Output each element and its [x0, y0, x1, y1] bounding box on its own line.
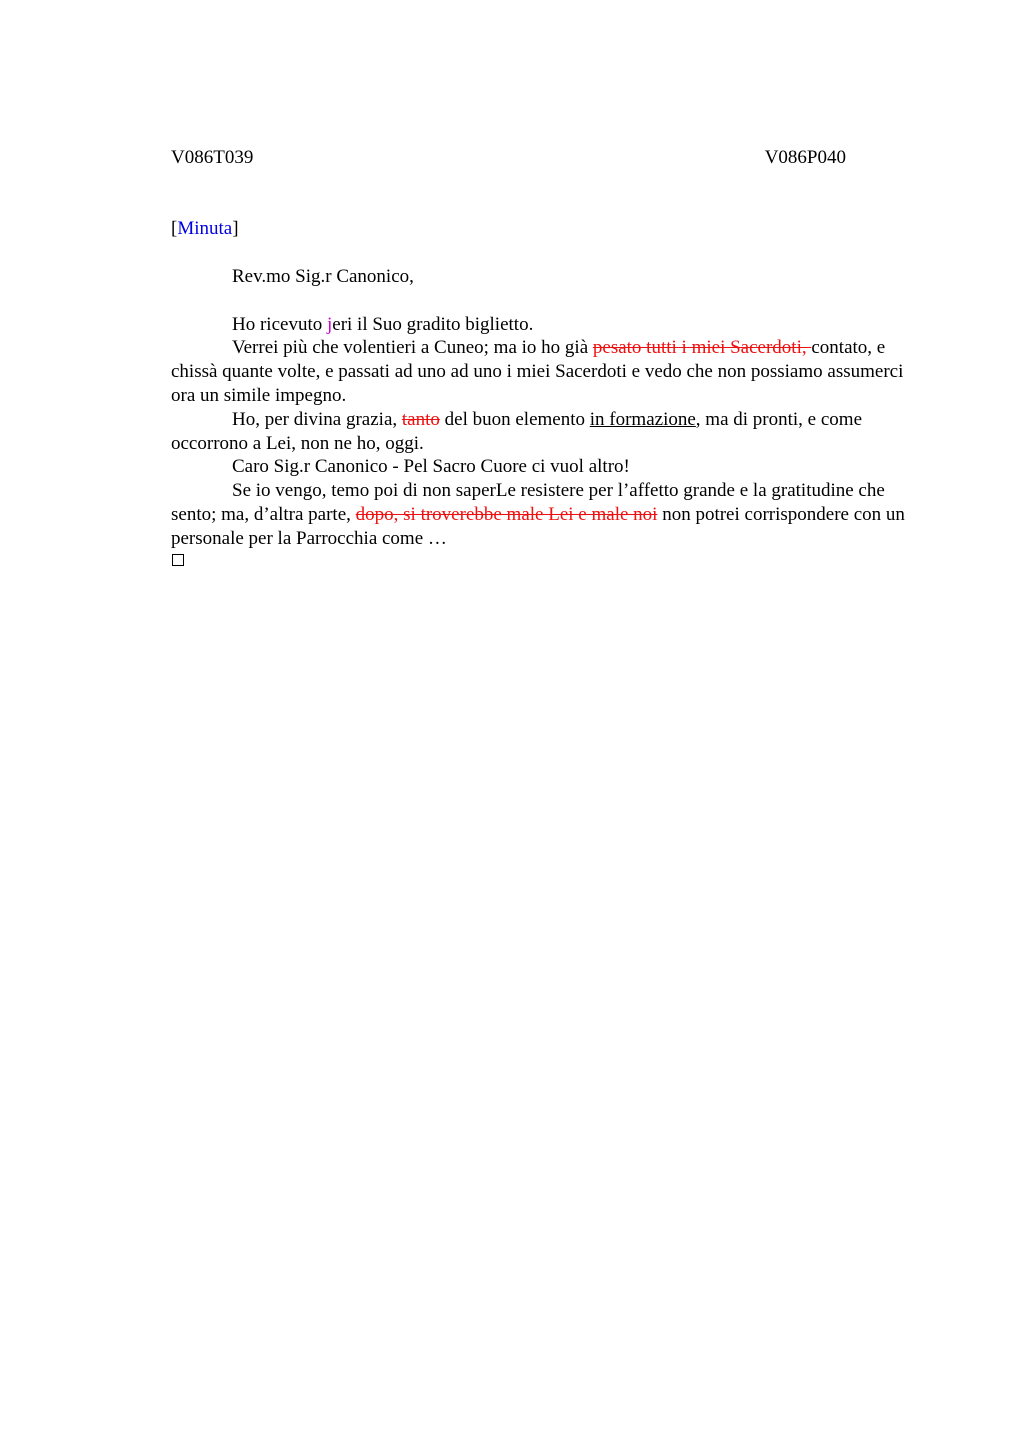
p1-text-after: eri il Suo gradito biglietto.	[332, 313, 534, 335]
p2-deleted-text: pesato tutti i miei Sacerdoti,	[592, 337, 812, 359]
p2-text-after: contato, e chissà quante volte, e passati ad uno ad uno i miei Sacerdoti e vedo che non possiamo assumerci ora un simile impegno.	[171, 337, 904, 406]
note-open-bracket: [	[171, 218, 178, 239]
p1-inserted-letter: j	[326, 313, 333, 335]
p3-deleted-text: tanto	[401, 408, 440, 430]
end-of-document-box-icon	[172, 554, 184, 566]
paragraph-1	[171, 313, 919, 337]
header-right-code: V086P040	[764, 147, 846, 168]
p5-text-after: non potrei corrispondere con un personale per la Parrocchia come …	[171, 503, 905, 549]
p5-deleted-text: dopo, si troverebbe male Lei e male noi	[355, 503, 658, 525]
paragraph-4: Caro Sig.r Canonico - Pel Sacro Cuore ci vuol altro!	[232, 456, 630, 478]
minuta-note	[171, 217, 239, 241]
p3-underlined-text: in formazione	[589, 408, 696, 430]
paragraph-3	[171, 408, 919, 456]
header-left-code: V086T039	[171, 147, 254, 168]
paragraph-2	[171, 336, 919, 407]
p5-text-before: Se io vengo, temo poi di non saperLe resistere per l’affetto grande e la gratitudine che sento; ma, d’altra parte,	[171, 480, 885, 525]
p3-text-middle: del buon elemento	[439, 408, 590, 430]
p1-text-before: Ho ricevuto	[232, 313, 327, 335]
note-close-bracket: ]	[232, 218, 239, 239]
note-label: Minuta	[177, 218, 233, 239]
paragraph-5	[171, 479, 919, 550]
p3-text-before: Ho, per divina grazia,	[232, 408, 402, 430]
p3-text-after: , ma di pronti, e come occorrono a Lei, non ne ho, oggi.	[171, 408, 863, 454]
document-header	[171, 146, 846, 170]
letter-body	[171, 265, 919, 551]
p2-text-before: Verrei più che volentieri a Cuneo; ma io ho già	[232, 337, 593, 359]
salutation: Rev.mo Sig.r Canonico,	[232, 266, 414, 287]
